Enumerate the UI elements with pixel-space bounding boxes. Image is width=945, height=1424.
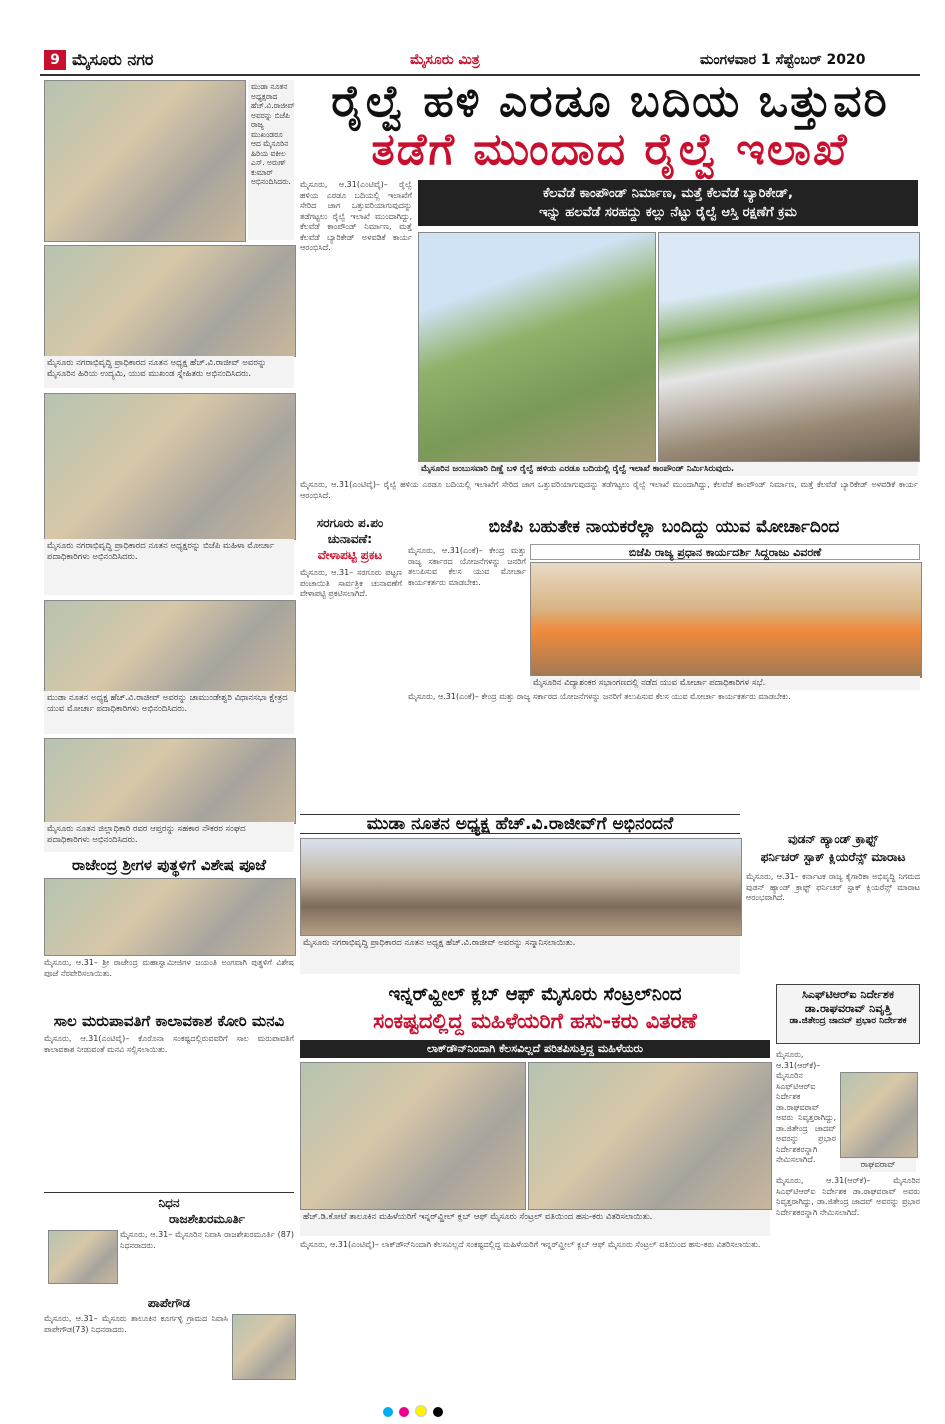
cow-distribution-photo-2	[528, 1062, 772, 1210]
section-title: ಮೈಸೂರು ನಗರ	[72, 50, 154, 69]
main-subhead-line1: ಕೆಲವೆಡೆ ಕಾಂಪೌಂಡ್ ನಿರ್ಮಾಣ, ಮತ್ತೆ ಕೆಲವೆಡೆ ಬ್ಯಾರಿಕೇಡ್,	[543, 186, 793, 201]
cftri-body-continued: ಮೈಸೂರು, ಆ.31(ಆರ್‌ಕೆ)– ಮೈಸೂರಿನ ಸಿಎಫ್‌ಟಿಆರ್‌ಐ ನಿರ್ದೇಶಕ ಡಾ.ರಾಘವರಾವ್ ಅವರು ನಿವೃತ್ತರಾಗಿದ್ದು, ಡಾ.ಜಿತೇಂದ್ರ ಜಾದವ್ ಅವರನ್ನು ಪ್ರಭಾರ ನಿರ್ದೇಶಕರನ್ನಾಗಿ ನೇಮಿಸಲಾಗಿದೆ.	[776, 1176, 920, 1217]
muda-photo	[300, 838, 742, 936]
top-left-photo	[44, 80, 246, 242]
main-headline-line1: ರೈಲ್ವೆ ಹಳಿ ಎರಡೂ ಬದಿಯ ಒತ್ತುವರಿ	[331, 76, 889, 127]
main-subhead-line2: ಇನ್ನು ಹಲವೆಡೆ ಸರಹದ್ದು ಕಲ್ಲು ನೆಟ್ಟು ರೈಲ್ವೆ ಆಸ್ತಿ ರಕ್ಷಣೆಗೆ ಕ್ರಮ	[539, 205, 797, 220]
cow-distribution-photo-1	[300, 1062, 526, 1210]
inner-wheel-headline-1: ಇನ್ನರ್‌ವ್ಹೀಲ್ ಕ್ಲಬ್ ಆಫ್ ಮೈಸೂರು ಸೆಂಟ್ರಲ್‌ನಿಂದ	[388, 984, 682, 1005]
left-caption-1: ಮೈಸೂರು ನಗರಾಭಿವೃದ್ಧಿ ಪ್ರಾಧಿಕಾರದ ನೂತನ ಅಧ್ಯಕ್ಷ ಹೆಚ್.ವಿ.ರಾಜೀವ್ ಅವರನ್ನು ಮೈಸೂರಿನ ಹಿರಿಯ ಉದ್ಯಮಿ, ಯುವ ಮುಖಂಡ ಸ್ನೇಹಿತರು ಅಭಿನಂದಿಸಿದರು.	[44, 356, 294, 388]
cftri-photo-label: ರಾಘವರಾವ್	[840, 1158, 916, 1172]
obituary-name-1: ರಾಜಶೇಖರಮೂರ್ತಿ	[169, 1212, 245, 1226]
bjp-subhead: ಬಿಜೆಪಿ ರಾಜ್ಯ ಪ್ರಧಾನ ಕಾರ್ಯದರ್ಶಿ ಸಿದ್ದರಾಜು ವಿವರಣೆ	[530, 544, 920, 560]
cftri-subhead: ಡಾ.ಜಿತೇಂದ್ರ ಜಾದವ್ ಪ್ರಭಾರ ನಿರ್ದೇಶಕ	[789, 1016, 907, 1026]
sargur-headline-2: ಚುನಾವಣೆ:	[327, 532, 373, 546]
main-headline-line2: ತಡೆಗೆ ಮುಂದಾದ ರೈಲ್ವೆ ಇಲಾಖೆ	[371, 124, 849, 175]
main-story-continued: ಮೈಸೂರು, ಆ.31(ಎಂಟಿವೈ)– ರೈಲ್ವೆ ಹಳಿಯ ಎರಡೂ ಬದಿಯಲ್ಲಿ ಇಲಾಖೆಗೆ ಸೇರಿದ ಜಾಗ ಒತ್ತುವರಿಯಾಗುವುದನ್ನು ತಡೆಗಟ್ಟಲು ರೈಲ್ವೆ ಇಲಾಖೆ ಮುಂದಾಗಿದ್ದು, ಕೆಲವೆಡೆ ಕಾಂಪೌಂಡ್ ನಿರ್ಮಾಣ, ಮತ್ತೆ ಕೆಲವೆಡೆ ಬ್ಯಾರಿಕೇಡ್ ಅಳವಡಿಕೆ ಕಾರ್ಯ ಆರಂಭಿಸಿದೆ.	[300, 480, 918, 500]
sargur-headline-3: ವೇಳಾಪಟ್ಟಿ ಪ್ರಕಟ	[317, 548, 383, 562]
left-photo-2	[44, 393, 296, 540]
obituary-name-2: ಪಾಪೇಗೌಡ	[147, 1296, 191, 1310]
inner-wheel-body: ಮೈಸೂರು, ಆ.31(ಎಂಟಿವೈ)– ಲಾಕ್‌ಡೌನ್‌ನಿಂದಾಗಿ ಕೆಲಸವಿಲ್ಲದೆ ಸಂಕಷ್ಟದಲ್ಲಿದ್ದ ಮಹಿಳೆಯರಿಗೆ ಇನ್ನರ್‌ವ್ಹೀಲ್ ಕ್ಲಬ್ ಆಫ್ ಮೈಸೂರು ಸೆಂಟ್ರಲ್ ವತಿಯಿಂದ ಹಸು-ಕರು ವಿತರಿಸಲಾಯಿತು.	[300, 1240, 761, 1249]
muda-headline: ಮುಡಾ ನೂತನ ಅಧ್ಯಕ್ಷ ಹೆಚ್.ವಿ.ರಾಜೀವ್‌ಗೆ ಅಭಿನಂದನೆ	[300, 814, 740, 834]
left-caption-3: ಮುಡಾ ನೂತನ ಅಧ್ಯಕ್ಷ ಹೆಚ್.ವಿ.ರಾಜೀವ್ ಅವರನ್ನು ಚಾಮುಂಡೇಶ್ವರಿ ವಿಧಾನಸಭಾ ಕ್ಷೇತ್ರದ ಯುವ ಮೋರ್ಚಾ ಪದಾಧಿಕಾರಿಗಳು ಅಭಿನಂದಿಸಿದರು.	[44, 691, 294, 734]
magenta-mark	[399, 1407, 409, 1417]
bjp-headline: ಬಿಜೆಪಿ ಬಹುತೇಕ ನಾಯಕರೆಲ್ಲಾ ಬಂದಿದ್ದು ಯುವ ಮೋರ್ಚಾದಿಂದ	[488, 517, 840, 537]
sargur-headline-1: ಸರಗೂರು ಪ.ಪಂ	[316, 516, 384, 530]
yellow-mark	[415, 1405, 427, 1417]
left-caption-2: ಮೈಸೂರು ನಗರಾಭಿವೃದ್ಧಿ ಪ್ರಾಧಿಕಾರದ ನೂತನ ಅಧ್ಯಕ್ಷರನ್ನು ಬಿಜೆಪಿ ಮಹಿಳಾ ಮೋರ್ಚಾ ಪದಾಧಿಕಾರಿಗಳು ಅಭಿನಂದಿಸಿದರು.	[44, 539, 294, 595]
bjp-group-photo	[530, 562, 922, 678]
cyan-mark	[383, 1407, 393, 1417]
main-photo-caption: ಮೈಸೂರಿನ ಜಂಬುಸವಾರಿ ದಿಣ್ಣೆ ಬಳಿ ರೈಲ್ವೆ ಹಳಿಯ ಎರಡೂ ಬದಿಯಲ್ಲಿ ರೈಲ್ವೆ ಇಲಾಖೆ ಕಾಂಪೌಂಡ್ ನಿರ್ಮಿಸಿರುವುದು.	[418, 462, 918, 476]
issue-date: ಮಂಗಳವಾರ 1 ಸೆಪ್ಟೆಂಬರ್ 2020	[700, 52, 866, 68]
paper-name: ಮೈಸೂರು ಮಿತ್ರ	[410, 52, 480, 68]
railway-track-photo	[658, 232, 920, 462]
cftri-headline-1: ಸಿಎಫ್‌ಟಿಆರ್‌ಐ ನಿರ್ದೇಶಕ	[802, 988, 894, 1001]
cftri-headline-2: ಡಾ.ರಾಘವರಾವ್ ನಿವೃತ್ತಿ	[804, 1002, 892, 1015]
muda-photo-caption: ಮೈಸೂರು ನಗರಾಭಿವೃದ್ಧಿ ಪ್ರಾಧಿಕಾರದ ನೂತನ ಅಧ್ಯಕ್ಷ ಹೆಚ್.ವಿ.ರಾಜೀವ್ ಅವರನ್ನು ಸನ್ಮಾನಿಸಲಾಯಿತು.	[300, 936, 740, 974]
loan-headline: ಸಾಲ ಮರುಪಾವತಿಗೆ ಕಾಲಾವಕಾಶ ಕೋರಿ ಮನವಿ	[53, 1012, 285, 1030]
shri-headline: ರಾಜೇಂದ್ರ ಶ್ರೀಗಳ ಪುತ್ಥಳಿಗೆ ವಿಶೇಷ ಪೂಜೆ	[72, 856, 266, 874]
black-mark	[433, 1407, 443, 1417]
registration-marks	[380, 1402, 446, 1421]
shri-body: ಮೈಸೂರು, ಆ.31– ಶ್ರೀ ರಾಜೇಂದ್ರ ಮಹಾಸ್ವಾಮೀಜಿಗಳ ಜಯಂತಿ ಅಂಗವಾಗಿ ಪುತ್ಥಳಿಗೆ ವಿಶೇಷ ಪೂಜೆ ನೆರವೇರಿಸಲಾಯಿತು.	[44, 958, 294, 978]
obituary-body-1: ಮೈಸೂರು, ಆ.31– ಮೈಸೂರಿನ ನಿವಾಸಿ ರಾಜಶೇಖರಮೂರ್ತಿ (87) ನಿಧನರಾದರು.	[120, 1230, 294, 1250]
obituary-photo-1	[48, 1230, 118, 1284]
obituary-photo-2	[232, 1314, 296, 1380]
cftri-portrait	[840, 1072, 918, 1158]
wooden-body: ಮೈಸೂರು, ಆ.31– ಕರ್ನಾಟಕ ರಾಜ್ಯ ಕೈಗಾರಿಕಾ ಅಭಿವೃದ್ಧಿ ನಿಗಮದ ವುಡನ್ ಹ್ಯಾಂಡ್ ಕ್ರಾಫ್ಟ್ ಫರ್ನಿಚರ್ ಸ್ಟಾಕ್ ಕ್ಲಿಯರೆನ್ಸ್ ಮಾರಾಟ ಆರಂಭವಾಗಿದೆ.	[746, 872, 920, 902]
main-story-body: ಮೈಸೂರು, ಆ.31(ಎಂಟಿವೈ)– ರೈಲ್ವೆ ಹಳಿಯ ಎರಡೂ ಬದಿಯಲ್ಲಿ ಇಲಾಖೆಗೆ ಸೇರಿದ ಜಾಗ ಒತ್ತುವರಿಯಾಗುವುದನ್ನು ತಡೆಗಟ್ಟಲು ರೈಲ್ವೆ ಇಲಾಖೆ ಮುಂದಾಗಿದ್ದು, ಕೆಲವೆಡೆ ಕಾಂಪೌಂಡ್ ನಿರ್ಮಾಣ, ಮತ್ತೆ ಕೆಲವೆಡೆ ಬ್ಯಾರಿಕೇಡ್ ಅಳವಡಿಕೆ ಕಾರ್ಯ ಆರಂಭಿಸಿದೆ.	[300, 180, 412, 252]
left-caption-4: ಮೈಸೂರು ನೂತನ ಜಿಲ್ಲಾಧಿಕಾರಿ ರವರ ಆಪ್ತರನ್ನು ಸಹಕಾರ ನೌಕರರ ಸಂಘದ ಪದಾಧಿಕಾರಿಗಳು ಅಭಿನಂದಿಸಿದರು.	[44, 822, 294, 852]
page-number: 9	[44, 50, 66, 70]
inner-wheel-photo-caption: ಹೆಚ್.ಡಿ.ಕೋಟೆ ತಾಲೂಕಿನ ಮಹಿಳೆಯರಿಗೆ ಇನ್ನರ್‌ವ್ಹೀಲ್ ಕ್ಲಬ್ ಆಫ್ ಮೈಸೂರು ಸೆಂಟ್ರಲ್ ವತಿಯಿಂದ ಹಸು-ಕರು ವಿತರಿಸಲಾಯಿತು.	[300, 1210, 770, 1236]
bjp-photo-caption: ಮೈಸೂರಿನ ವಿದ್ಯಾಶಂಕರ ಸಭಾಂಗಣದಲ್ಲಿ ನಡೆದ ಯುವ ಮೋರ್ಚಾ ಪದಾಧಿಕಾರಿಗಳ ಸಭೆ.	[530, 676, 920, 690]
left-photo-3	[44, 600, 296, 692]
wooden-headline-2: ಫರ್ನಿಚರ್ ಸ್ಟಾಕ್ ಕ್ಲಿಯರೆನ್ಸ್ ಮಾರಾಟ	[760, 850, 906, 864]
shri-photo	[44, 878, 296, 956]
wooden-headline-1: ವುಡನ್ ಹ್ಯಾಂಡ್ ಕ್ರಾಫ್ಟ್	[787, 832, 878, 846]
top-left-caption: ಮುಡಾ ನೂತನ ಅಧ್ಯಕ್ಷರಾದ ಹೆಚ್.ವಿ.ರಾಜೀವ್ ಅವರನ್ನು ಬಿಜೆಪಿ ರಾಜ್ಯ ಮುಖಂಡರೂ ಆದ ಮೈಸೂರಿನ ಹಿರಿಯ ವಕೀಲ ಎಸ್. ಅರುಣ್ ಕುಮಾರ್ ಅಭಿನಂದಿಸಿದರು.	[248, 80, 294, 240]
main-subhead	[418, 180, 918, 226]
inner-wheel-headline-2: ಸಂಕಷ್ಟದಲ್ಲಿದ್ದ ಮಹಿಳೆಯರಿಗೆ ಹಸು-ಕರು ವಿತರಣೆ	[373, 1009, 697, 1033]
bjp-body: ಮೈಸೂರು, ಆ.31(ಎಂಕೆ)– ಕೇಂದ್ರ ಮತ್ತು ರಾಜ್ಯ ಸರ್ಕಾರದ ಯೋಜನೆಗಳನ್ನು ಜನರಿಗೆ ತಲುಪಿಸುವ ಕೆಲಸ ಯುವ ಮೋರ್ಚಾ ಕಾರ್ಯಕರ್ತರು ಮಾಡಬೇಕು.	[408, 546, 526, 587]
sargur-body: ಮೈಸೂರು, ಆ.31– ಸರಗೂರು ಪಟ್ಟಣ ಪಂಚಾಯಿತಿ ಸಾರ್ವತ್ರಿಕ ಚುನಾವಣೆಗೆ ವೇಳಾಪಟ್ಟಿ ಪ್ರಕಟಿಸಲಾಗಿದೆ.	[300, 568, 402, 598]
obituary-body-2: ಮೈಸೂರು, ಆ.31– ಮೈಸೂರು ತಾಲೂಕಿನ ಕೂರ್ಗಳ್ಳಿ ಗ್ರಾಮದ ನಿವಾಸಿ ಪಾಪೇಗೌಡ(73) ನಿಧನರಾದರು.	[44, 1314, 228, 1334]
cftri-body: ಮೈಸೂರು, ಆ.31(ಆರ್‌ಕೆ)– ಮೈಸೂರಿನ ಸಿಎಫ್‌ಟಿಆರ್‌ಐ ನಿರ್ದೇಶಕ ಡಾ.ರಾಘವರಾವ್ ಅವರು ನಿವೃತ್ತರಾಗಿದ್ದು, ಡಾ.ಜಿತೇಂದ್ರ ಜಾದವ್ ಅವರನ್ನು ಪ್ರಭಾರ ನಿರ್ದೇಶಕರನ್ನಾಗಿ ನೇಮಿಸಲಾಗಿದೆ.	[776, 1050, 836, 1164]
loan-body: ಮೈಸೂರು, ಆ.31(ಎಂಟಿವೈ)– ಕೊರೊನಾ ಸಂಕಷ್ಟದಲ್ಲಿರುವವರಿಗೆ ಸಾಲ ಮರುಪಾವತಿಗೆ ಕಾಲಾವಕಾಶ ನೀಡುವಂತೆ ಮನವಿ ಸಲ್ಲಿಸಲಾಯಿತು.	[44, 1034, 294, 1054]
left-photo-1	[44, 245, 296, 357]
obituary-title: ನಿಧನ	[44, 1192, 294, 1210]
inner-wheel-subhead: ಲಾಕ್‌ಡೌನ್‌ನಿಂದಾಗಿ ಕೆಲಸವಿಲ್ಲದೆ ಪರಿತಪಿಸುತ್ತಿದ್ದ ಮಹಿಳೆಯರು	[300, 1040, 770, 1058]
cftri-headline-box	[776, 984, 920, 1044]
compound-wall-photo	[418, 232, 656, 462]
left-photo-4	[44, 738, 296, 824]
bjp-body-continued: ಮೈಸೂರು, ಆ.31(ಎಂಕೆ)– ಕೇಂದ್ರ ಮತ್ತು ರಾಜ್ಯ ಸರ್ಕಾರದ ಯೋಜನೆಗಳನ್ನು ಜನರಿಗೆ ತಲುಪಿಸುವ ಕೆಲಸ ಯುವ ಮೋರ್ಚಾ ಕಾರ್ಯಕರ್ತರು ಮಾಡಬೇಕು.	[408, 692, 791, 701]
